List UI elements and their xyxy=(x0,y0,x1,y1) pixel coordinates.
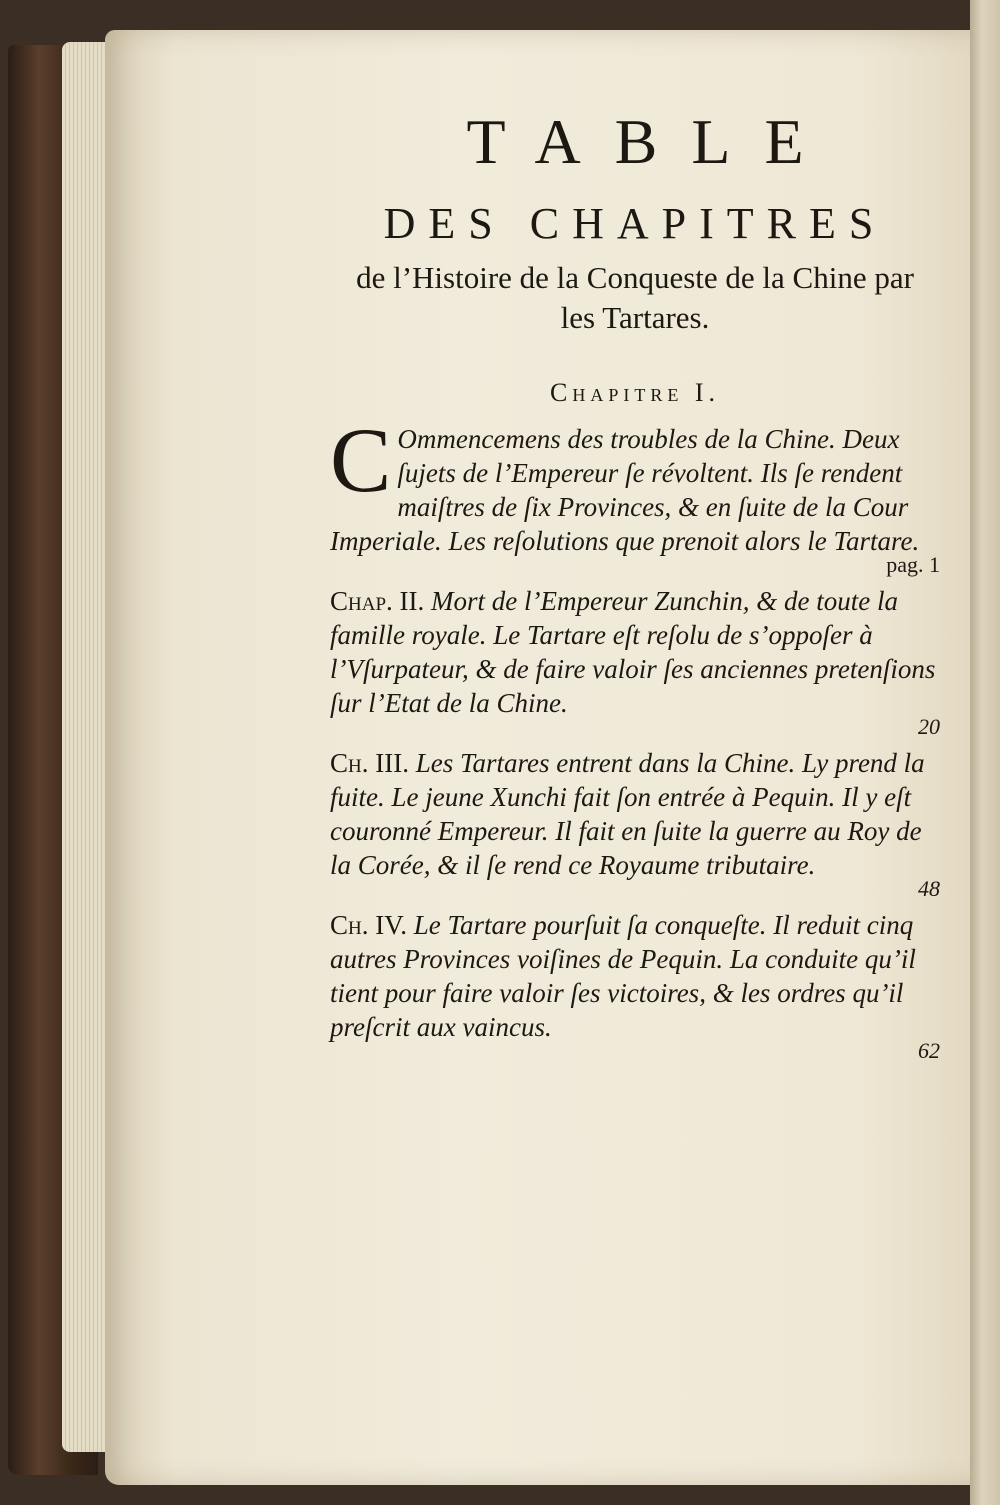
page-description: de l’Histoire de la Conqueste de la Chine par les Tartares. xyxy=(356,260,914,335)
entry-text: Les Tartares entrent dans la Chine. Ly prend la fuite. Le jeune Xunchi fait ſon entrée à Pequin. Il y eſt couronné Empereur. Il fait en ſuite la guerre au Roy de la Corée, & il ſe rend ce Royaume tributaire. xyxy=(330,748,925,880)
toc-entry-chapter-1 xyxy=(330,409,940,577)
entry-page: 62 xyxy=(918,1038,940,1063)
facing-page-edge xyxy=(970,0,1000,1505)
chapter-heading: Chapitre I. xyxy=(550,378,720,407)
toc-entry-chapter-4 xyxy=(330,908,940,1062)
page-title: TABLE xyxy=(466,106,838,177)
entry-page: pag. 1 xyxy=(886,552,940,577)
page-subtitle: DES CHAPITRES xyxy=(383,199,887,248)
entry-page: 20 xyxy=(918,714,940,739)
entry-lead: Ch. IV. xyxy=(330,910,407,940)
entry-text: Le Tartare pourſuit ſa conqueſte. Il reduit cinq autres Provinces voiſines de Pequin. La conduite qu’il tient pour faire valoir ſes victoires, & les ordres qu’il preſcrit aux vaincus. xyxy=(330,910,916,1042)
toc-entry-chapter-3 xyxy=(330,746,940,900)
entry-page: 48 xyxy=(918,876,940,901)
entry-lead: Ch. III. xyxy=(330,748,409,778)
table-of-contents xyxy=(330,100,940,1070)
entry-lead: Chap. II. xyxy=(330,586,425,616)
toc-entry-chapter-2 xyxy=(330,584,940,738)
entry-text: Mort de l’Empereur Zunchin, & de toute la famille royale. Le Tartare eſt reſolu de s’oppoſer à l’Vſurpateur, & de faire valoir ſes anciennes pretenſions ſur l’Etat de la Chine. xyxy=(330,586,936,718)
entry-text: Ommencemens des troubles de la Chine. Deux ſujets de l’Empereur ſe révoltent. Ils ſe rendent maiſtres de ſix Provinces, & en ſuite de la Cour Imperiale. Les reſolutions que prenoit alors le Tartare. xyxy=(330,424,920,556)
drop-cap: C xyxy=(330,409,392,511)
